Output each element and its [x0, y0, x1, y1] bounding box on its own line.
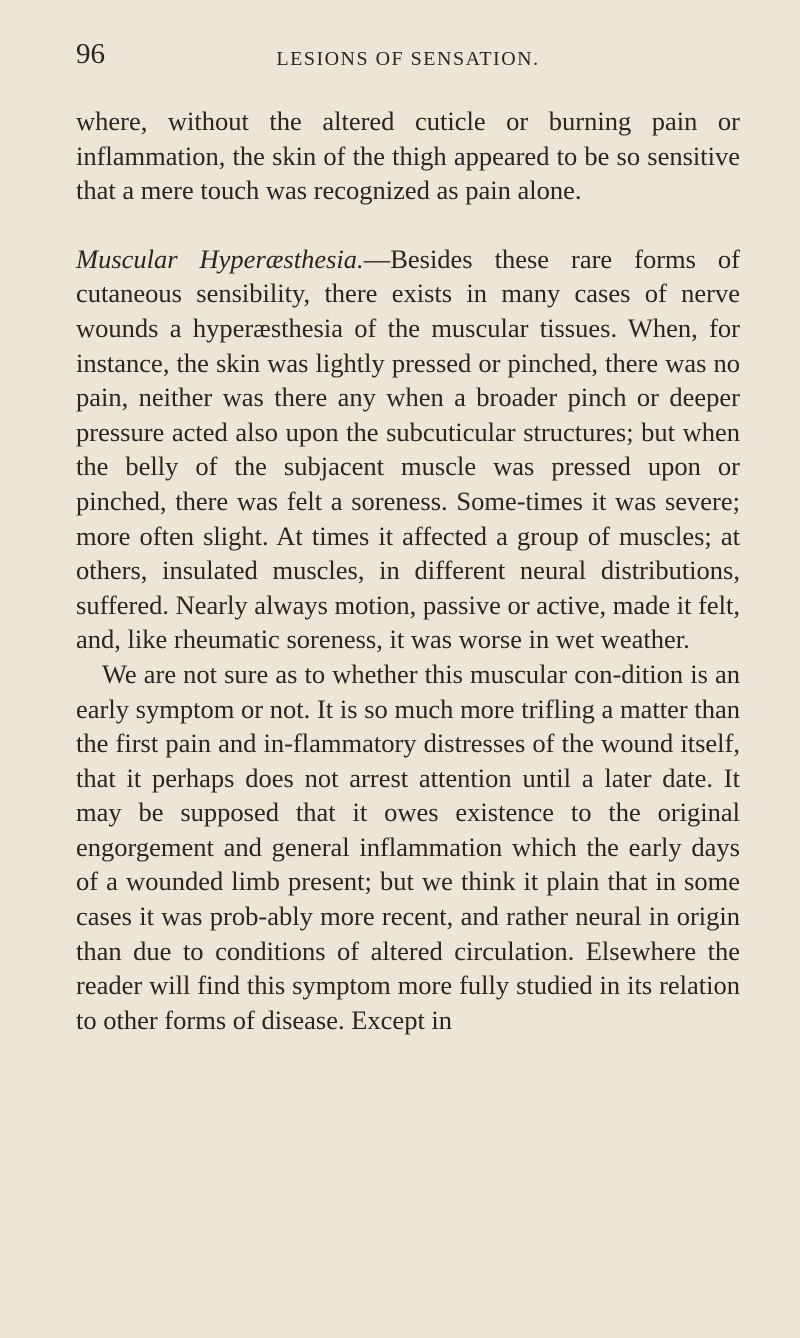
- running-head: [76, 38, 740, 78]
- paragraph-muscular-hyperaesthesia: [76, 242, 740, 657]
- running-title: LESIONS OF SENSATION.: [276, 48, 540, 70]
- page-number: 96: [76, 38, 105, 70]
- section-side-title: Muscular Hyperæsthesia.: [76, 243, 364, 274]
- paragraph-muscular-condition: [76, 657, 740, 1038]
- body-text: [76, 104, 740, 1037]
- paragraph-text: where, without the altered cuticle or burning pain or inflammation, the skin of the thigh appeared to be so sensitive that a mere touch was recognized as pain alone.: [76, 106, 740, 206]
- paragraph-text: —Besides these rare forms of cutaneous sensibility, there exists in many cases of nerve wounds a hyperæsthesia of the muscular tissues. When, for instance, the skin was lightly pressed or pinched, there was no pain, neither was there any when a broader pinch or deeper pressure acted also upon the subcuticular structures; but when the belly of the subjacent muscle was pressed upon or pinched, there was felt a soreness. Some-times it was severe; more often slight. At times it affected a group of muscles; at others, insulated muscles, in different neural distributions, suffered. Nearly always motion, passive or active, made it felt, and, like rheumatic soreness, it was worse in wet weather.: [76, 243, 741, 655]
- paragraph-continuation: [76, 104, 740, 208]
- paragraph-text: We are not sure as to whether this muscular con-dition is an early symptom or not. It is so much more trifling a matter than the first pain and in-flammatory distresses of the wound itself, that it perhaps does not arrest attention until a later date. It may be supposed that it owes existence to the original engorgement and general inflammation which the early days of a wounded limb present; but we think it plain that in some cases it was prob-ably more recent, and rather neural in origin than due to conditions of altered circulation. Elsewhere the reader will find this symptom more fully studied in its relation to other forms of disease. Except in: [76, 658, 740, 1035]
